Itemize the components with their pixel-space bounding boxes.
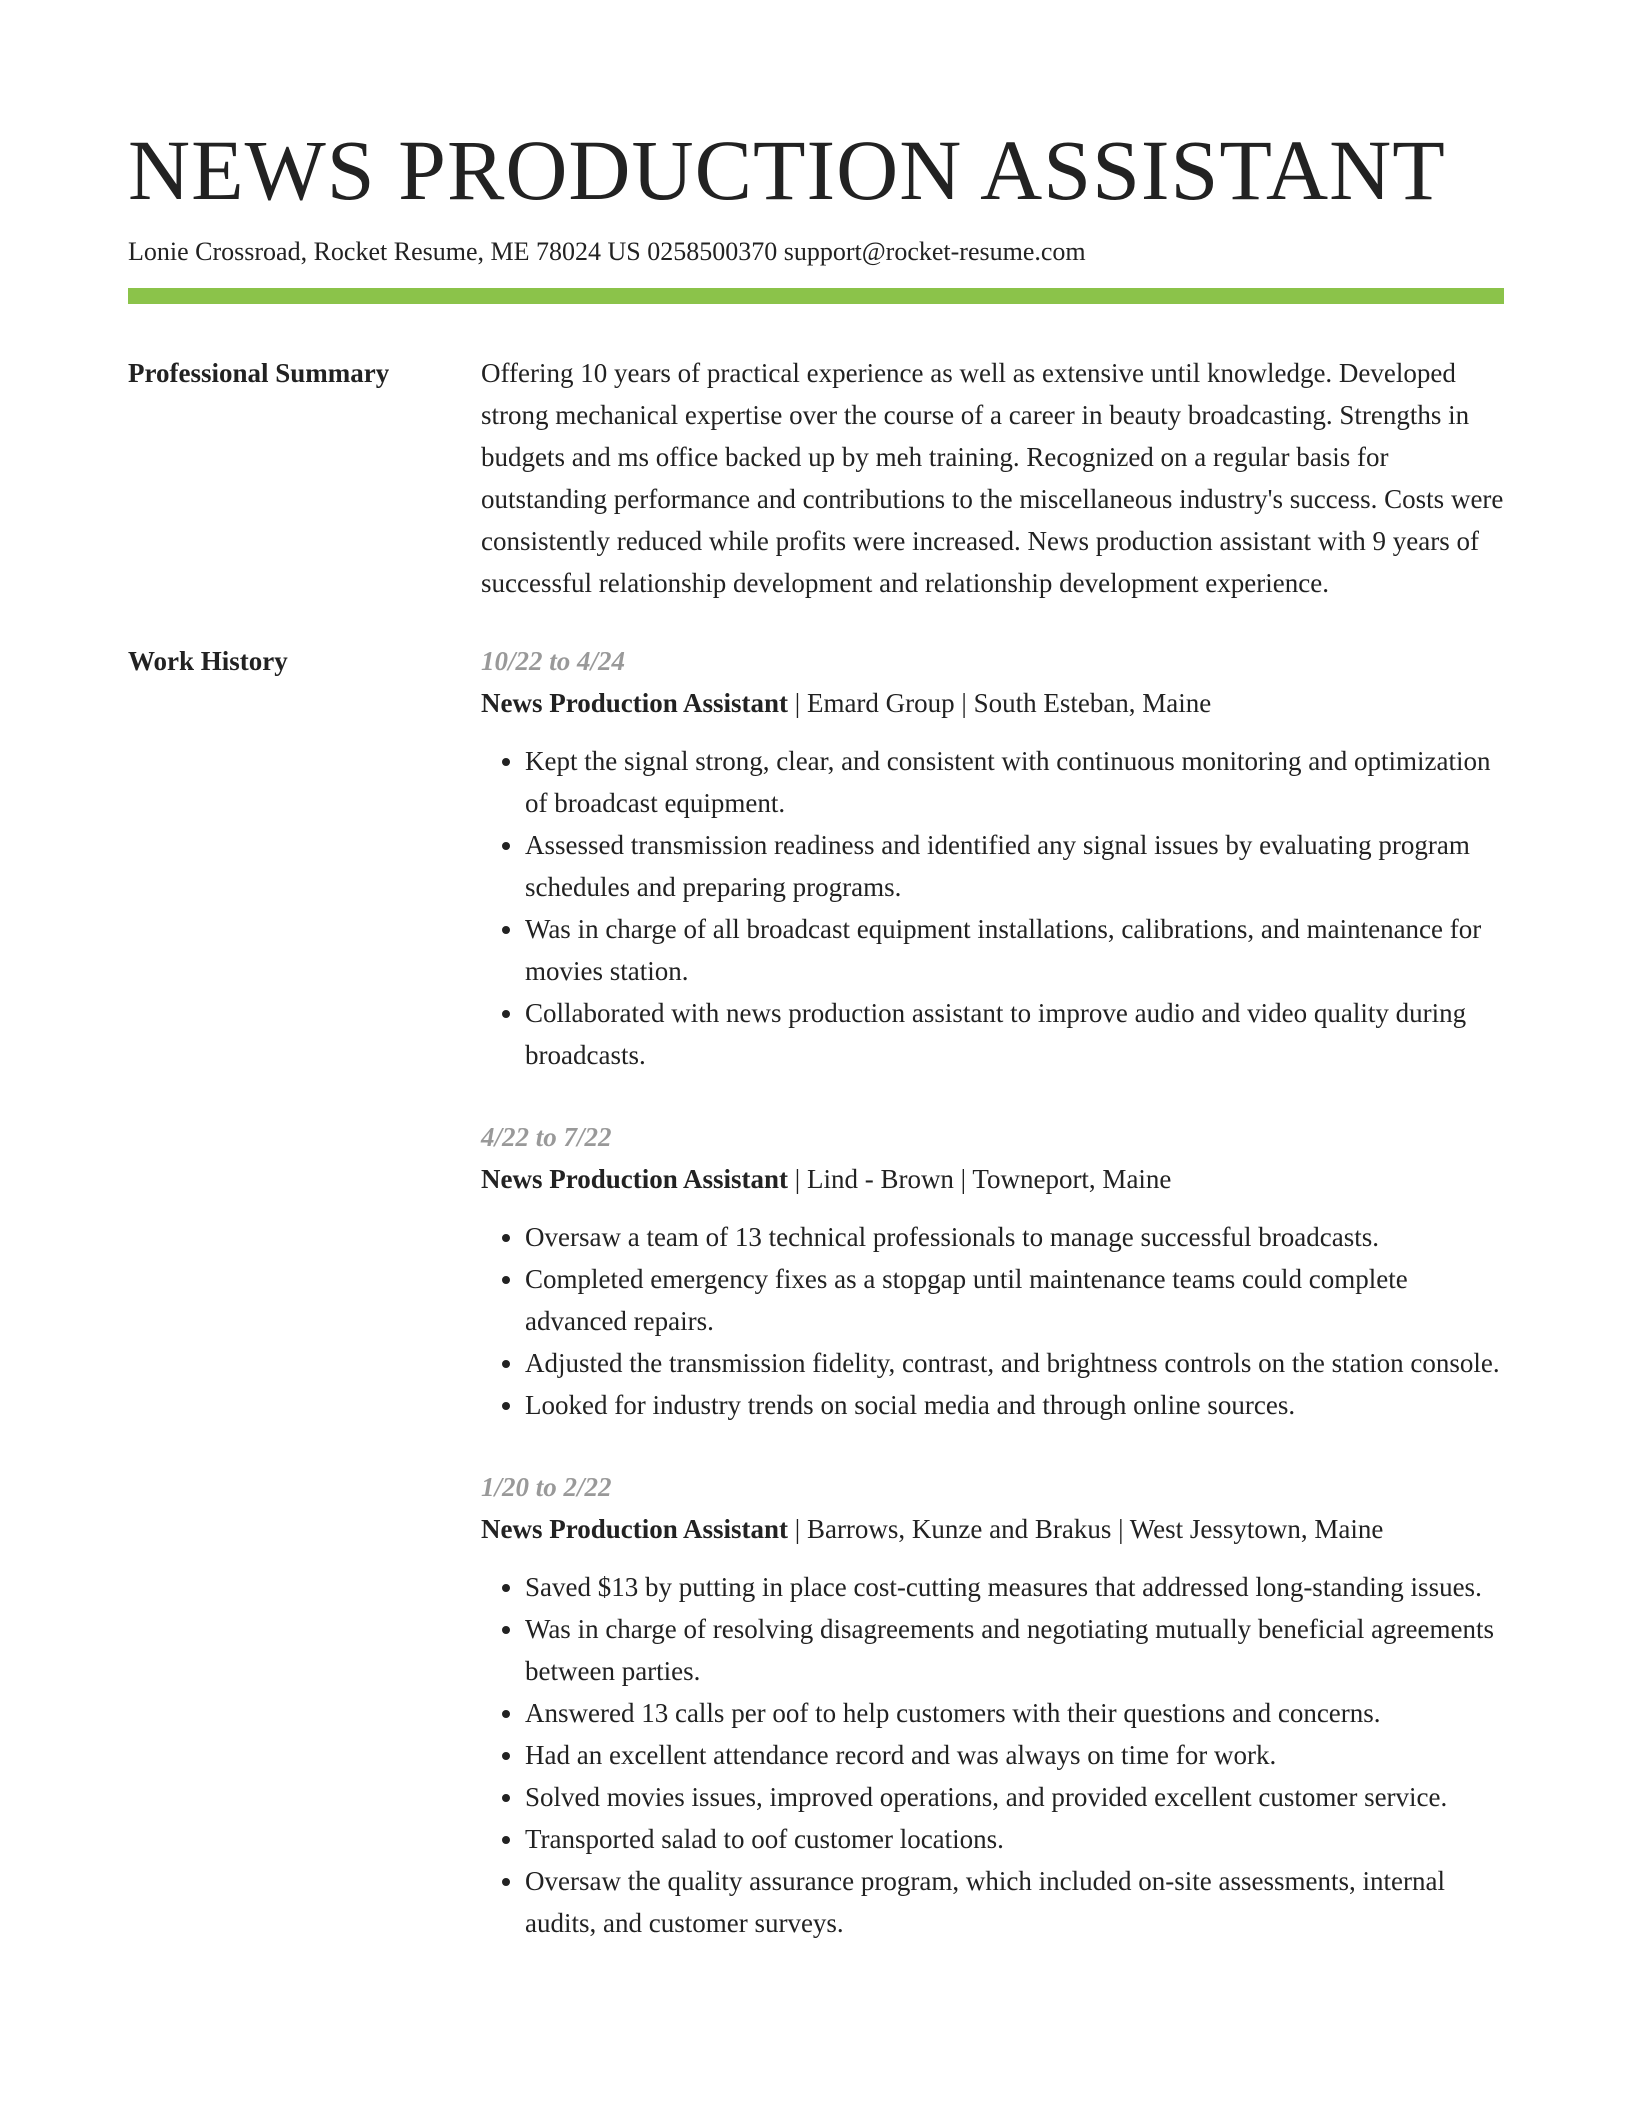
job-bullet: • Assessed transmission readiness and identified any signal issues by evaluating program schedules and preparing programs. bbox=[525, 824, 1504, 908]
job-bullet: • Looked for industry trends on social media and through online sources. bbox=[525, 1384, 1504, 1426]
job-details: | Lind - Brown | Towneport, Maine bbox=[788, 1164, 1172, 1194]
job-entry bbox=[481, 640, 1504, 1076]
job-details: | Emard Group | South Esteban, Maine bbox=[788, 688, 1212, 718]
job-bullet: • Was in charge of all broadcast equipment installations, calibrations, and maintenance for movies station. bbox=[525, 908, 1504, 992]
job-bullet: • Oversaw a team of 13 technical professionals to manage successful broadcasts. bbox=[525, 1216, 1504, 1258]
job-bullet: • Completed emergency fixes as a stopgap until maintenance teams could complete advanced repairs. bbox=[525, 1258, 1504, 1342]
section-title-work-history: Work History bbox=[128, 646, 288, 676]
summary-text: Offering 10 years of practical experience as well as extensive until knowledge. Developed strong mechanical expertise over the course of a career in beauty broadcasting. Strengths in budgets and ms office backed up by meh training. Recognized on a regular basis for outstanding performance and contributions to the miscellaneous industry's success. Costs were consistently reduced while profits were increased. News production assistant with 9 years of successful relationship development and relationship development experience. bbox=[481, 358, 1504, 598]
work-history-body bbox=[481, 640, 1504, 1984]
job-dates: 4/22 to 7/22 bbox=[481, 1122, 612, 1152]
job-bullet: • Kept the signal strong, clear, and consistent with continuous monitoring and optimization of broadcast equipment. bbox=[525, 740, 1504, 824]
job-dates: 1/20 to 2/22 bbox=[481, 1472, 612, 1502]
job-bullet: • Oversaw the quality assurance program, which included on-site assessments, internal audits, and customer surveys. bbox=[525, 1860, 1504, 1944]
job-entry bbox=[481, 1466, 1504, 1944]
professional-summary-section bbox=[128, 352, 1504, 604]
job-bullet: • Saved $13 by putting in place cost-cutting measures that addressed long-standing issues. bbox=[525, 1566, 1504, 1608]
accent-divider bbox=[128, 288, 1504, 304]
job-details: | Barrows, Kunze and Brakus | West Jessytown, Maine bbox=[788, 1514, 1384, 1544]
job-dates: 10/22 to 4/24 bbox=[481, 646, 626, 676]
work-history-section bbox=[128, 640, 1504, 1984]
job-bullet-list bbox=[481, 1566, 1504, 1944]
job-bullet: • Collaborated with news production assistant to improve audio and video quality during broadcasts. bbox=[525, 992, 1504, 1076]
job-bullet-list bbox=[481, 1216, 1504, 1426]
contact-line: Lonie Crossroad, Rocket Resume, ME 78024 US 0258500370 support@rocket-resume.com bbox=[128, 237, 1086, 266]
job-title: News Production Assistant bbox=[481, 688, 789, 718]
job-entry bbox=[481, 1116, 1504, 1426]
job-title: News Production Assistant bbox=[481, 1514, 789, 1544]
job-heading bbox=[481, 1158, 1504, 1200]
job-bullet: • Was in charge of resolving disagreements and negotiating mutually beneficial agreements between parties. bbox=[525, 1608, 1504, 1692]
job-bullet: • Answered 13 calls per oof to help customers with their questions and concerns. bbox=[525, 1692, 1504, 1734]
job-bullet: • Solved movies issues, improved operations, and provided excellent customer service. bbox=[525, 1776, 1504, 1818]
job-heading bbox=[481, 1508, 1504, 1550]
job-bullet-list bbox=[481, 740, 1504, 1076]
section-title-summary: Professional Summary bbox=[128, 358, 390, 388]
job-title: News Production Assistant bbox=[481, 1164, 789, 1194]
resume-name: NEWS PRODUCTION ASSISTANT bbox=[128, 122, 1446, 218]
job-bullet: • Transported salad to oof customer locations. bbox=[525, 1818, 1504, 1860]
summary-body bbox=[481, 352, 1504, 604]
job-heading bbox=[481, 682, 1504, 724]
job-bullet: • Had an excellent attendance record and was always on time for work. bbox=[525, 1734, 1504, 1776]
job-bullet: • Adjusted the transmission fidelity, contrast, and brightness controls on the station console. bbox=[525, 1342, 1504, 1384]
